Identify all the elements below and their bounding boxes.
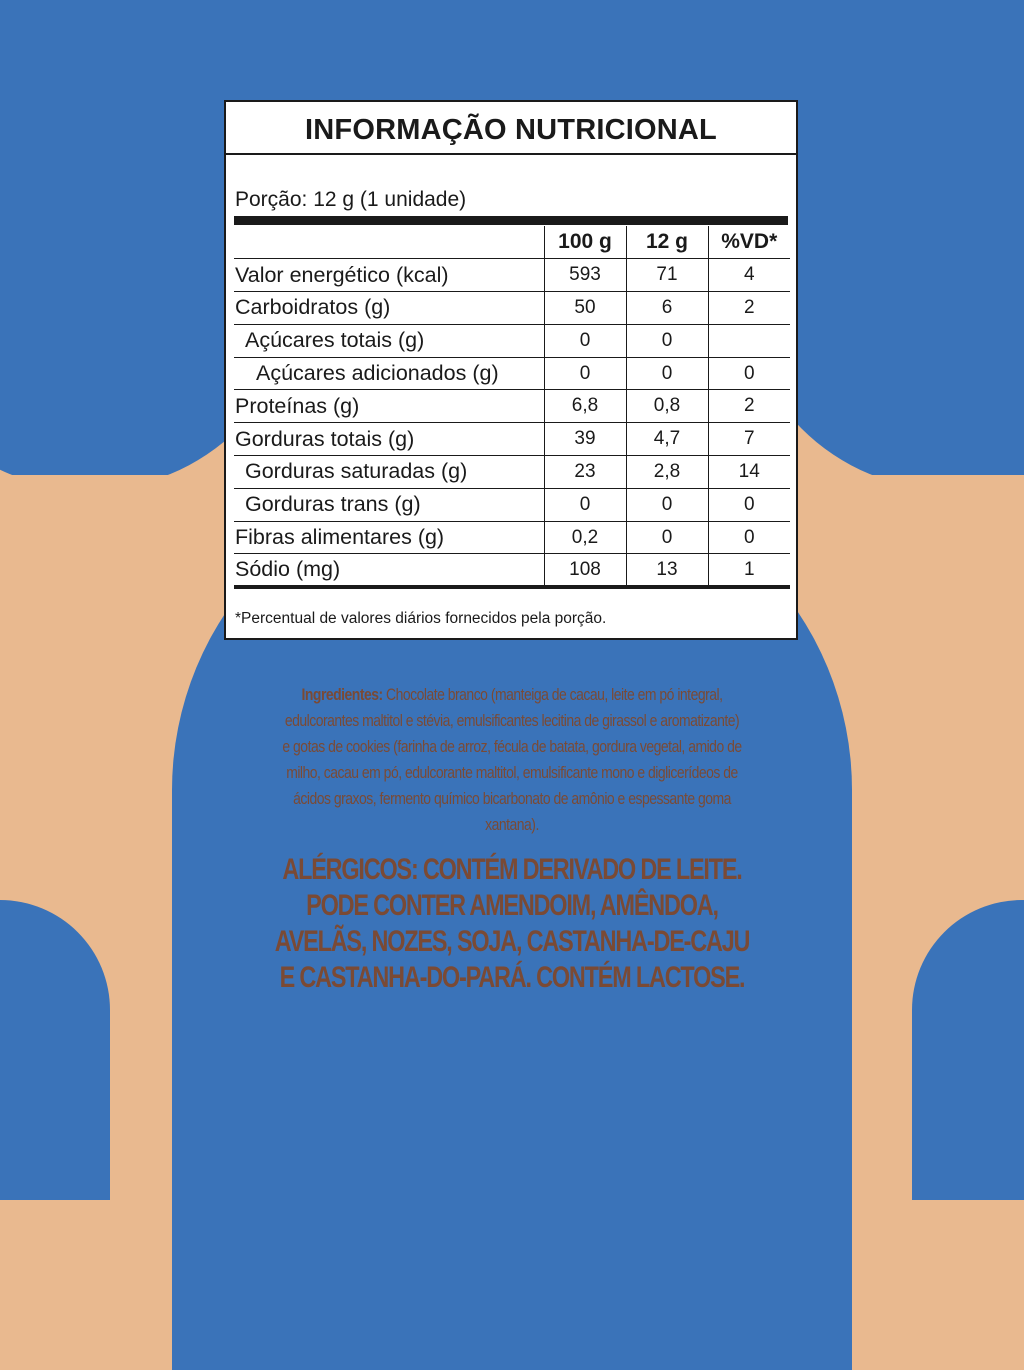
value-12g: 6: [626, 292, 708, 325]
value-vd: [708, 324, 790, 357]
row-label: Gorduras totais (g): [234, 423, 544, 456]
table-row: [234, 324, 790, 357]
row-label: Gorduras saturadas (g): [234, 456, 544, 489]
value-vd: 2: [708, 292, 790, 325]
nutrition-table: [234, 226, 790, 589]
value-100g: 108: [544, 554, 626, 587]
value-100g: 593: [544, 259, 626, 292]
value-100g: 0,2: [544, 521, 626, 554]
value-12g: 0,8: [626, 390, 708, 423]
value-100g: 0: [544, 357, 626, 390]
portion-text: Porção: 12 g (1 unidade): [235, 188, 467, 211]
table-row: [234, 292, 790, 325]
nutrition-facts-panel: [224, 100, 798, 640]
value-vd: 14: [708, 456, 790, 489]
value-12g: 4,7: [626, 423, 708, 456]
value-12g: 0: [626, 521, 708, 554]
value-12g: 0: [626, 324, 708, 357]
value-12g: 0: [626, 357, 708, 390]
allergens-block: ALÉRGICOS: CONTÉM DERIVADO DE LEITE. PODE CONTER AMENDOIM, AMÊNDOA, AVELÃS, NOZES, SOJA, CASTANHA-DE-CAJU E CASTANHA-DO-PARÁ. CONTÉM LACTOSE.: [274, 853, 750, 994]
row-label: Valor energético (kcal): [234, 259, 544, 292]
table-header-row: [234, 226, 790, 259]
header-100g: 100 g: [544, 226, 626, 259]
table-row: [234, 357, 790, 390]
table-row: [234, 488, 790, 521]
value-vd: 0: [708, 357, 790, 390]
value-vd: 1: [708, 554, 790, 587]
row-label: Proteínas (g): [234, 390, 544, 423]
ingredients-text: Chocolate branco (manteiga de cacau, leite em pó integral, edulcorantes maltitol e stévia, emulsificantes lecitina de girassol e aromatizante) e gotas de cookies (farinha de arroz, fécula de batata, gordura vegetal, amido de milho, cacau em pó, edulcorante maltitol, emulsificante mono e diglicerídeos de ácidos graxos, fermento químico bicarbonato de amônio e espessante goma xantana).: [282, 685, 742, 834]
value-12g: 0: [626, 488, 708, 521]
value-vd: 4: [708, 259, 790, 292]
row-label: Sódio (mg): [234, 554, 544, 587]
ingredients-block: [282, 682, 741, 838]
footnote: *Percentual de valores diários fornecidos pela porção.: [235, 610, 607, 627]
table-row: [234, 554, 790, 587]
table-row: [234, 456, 790, 489]
value-100g: 0: [544, 488, 626, 521]
panel-title: INFORMAÇÃO NUTRICIONAL: [305, 114, 717, 146]
value-100g: 39: [544, 423, 626, 456]
value-12g: 2,8: [626, 456, 708, 489]
thick-divider: [234, 216, 788, 225]
value-100g: 0: [544, 324, 626, 357]
value-vd: 2: [708, 390, 790, 423]
title-divider: [226, 153, 796, 155]
value-vd: 0: [708, 488, 790, 521]
row-label: Fibras alimentares (g): [234, 521, 544, 554]
row-label: Gorduras trans (g): [234, 488, 544, 521]
value-vd: 7: [708, 423, 790, 456]
ingredients-lead: Ingredientes:: [301, 685, 383, 704]
value-12g: 13: [626, 554, 708, 587]
table-row: [234, 521, 790, 554]
value-100g: 50: [544, 292, 626, 325]
table-row: [234, 390, 790, 423]
header-12g: 12 g: [626, 226, 708, 259]
header-vd: %VD*: [708, 226, 790, 259]
row-label: Açúcares adicionados (g): [234, 357, 544, 390]
header-label: [234, 226, 544, 259]
value-vd: 0: [708, 521, 790, 554]
value-12g: 71: [626, 259, 708, 292]
table-row: [234, 259, 790, 292]
table-row: [234, 423, 790, 456]
row-label: Açúcares totais (g): [234, 324, 544, 357]
value-100g: 23: [544, 456, 626, 489]
value-100g: 6,8: [544, 390, 626, 423]
row-label: Carboidratos (g): [234, 292, 544, 325]
